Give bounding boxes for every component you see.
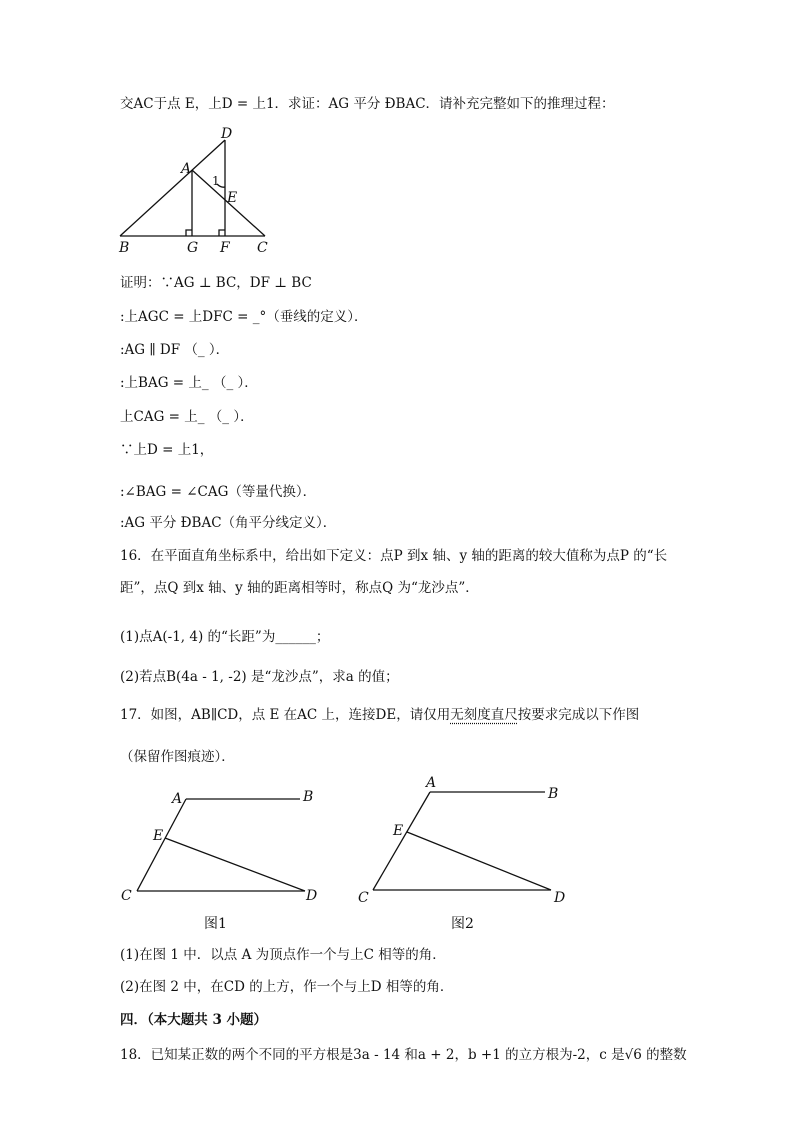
section-4-title: 四．（本大题共 3 小题） <box>120 1012 268 1028</box>
right-angle-mark-f <box>219 230 225 236</box>
segment-ac <box>373 792 430 890</box>
label-g: G <box>187 240 199 256</box>
problem17-line-1 <box>120 706 639 724</box>
problem16-line-1: 16．在平面直角坐标系中，给出如下定义：点P 到x 轴、y 轴的距离的较大值称为点P 的“长 <box>120 548 668 564</box>
label-e: E <box>227 190 238 206</box>
label-f: F <box>220 240 230 256</box>
label-b: B <box>548 786 559 802</box>
parallel-lines-diagram-2 <box>355 770 575 910</box>
problem18-line-1: 18．已知某正数的两个不同的平方根是3a - 14 和a + 2，b +1 的立方根为-2，c 是√6 的整数 <box>120 1047 687 1063</box>
proof-line-7: :∠BAG = ∠CAG（等量代换）． <box>120 484 317 500</box>
proof-line-3: :AG ∥ DF （_ ）． <box>120 342 230 358</box>
label-d: D <box>306 888 318 904</box>
proof-line-4: :上BAG = 上_ （_ ）． <box>120 375 258 391</box>
problem16-question-1: (1)点A(-1, 4) 的“长距”为______； <box>120 629 330 645</box>
problem16-question-2: (2)若点B(4a - 1, -2) 是“龙沙点”，求a 的值； <box>120 669 399 685</box>
label-c: C <box>257 240 268 256</box>
parallel-lines-diagram-1 <box>115 780 325 910</box>
segment-ed <box>407 832 551 890</box>
problem17-line-1-suffix: 按要求完成以下作图 <box>517 707 640 723</box>
label-b: B <box>119 240 130 256</box>
problem17-figure-2 <box>355 770 575 910</box>
right-angle-mark-g <box>186 230 192 236</box>
label-a: A <box>181 161 192 177</box>
problem17-line-2: （保留作图痕迹）． <box>120 749 235 765</box>
label-e: E <box>153 828 164 844</box>
segment-ed <box>165 838 305 891</box>
proof-line-8: :AG 平分 ÐBAC（角平分线定义）． <box>120 515 337 531</box>
label-e: E <box>393 823 404 839</box>
problem15-figure <box>115 122 285 257</box>
label-angle-1: 1 <box>212 174 220 188</box>
segment-bd <box>120 140 225 236</box>
problem17-line-1-prefix: 17．如图，AB∥CD，点 E 在AC 上，连接DE，请仅用 <box>120 707 451 723</box>
proof-line-5: 上CAG = 上_ （_ ）． <box>120 409 254 425</box>
figure-1-caption: 图1 <box>204 916 227 932</box>
problem15-intro: 交AC于点 E，上D = 上1．求证：AG 平分 ÐBAC．请补充完整如下的推理过程： <box>120 96 615 112</box>
problem17-emphasis: 无刻度直尺 <box>450 707 518 723</box>
triangle-diagram <box>115 122 285 257</box>
label-b: B <box>303 789 314 805</box>
figure-2-caption: 图2 <box>451 916 474 932</box>
label-d: D <box>221 126 233 142</box>
problem17-question-2: (2)在图 2 中，在CD 的上方，作一个与上D 相等的角． <box>120 979 454 995</box>
label-d: D <box>554 890 566 906</box>
label-c: C <box>358 890 369 906</box>
label-c: C <box>121 888 132 904</box>
proof-line-6: ∵上D = 上1， <box>120 442 214 458</box>
problem17-figure-1 <box>115 780 325 910</box>
proof-line-1: 证明：∵AG ⊥ BC，DF ⊥ BC <box>120 275 312 291</box>
problem17-question-1: (1)在图 1 中．以点 A 为顶点作一个与上C 相等的角． <box>120 947 446 963</box>
label-a: A <box>426 775 437 791</box>
problem16-line-2: 距”，点Q 到x 轴、y 轴的距离相等时，称点Q 为“龙沙点”． <box>120 580 479 596</box>
segment-ac <box>137 799 186 891</box>
label-a: A <box>172 791 183 807</box>
proof-line-2: :上AGC = 上DFC = _°（垂线的定义）． <box>120 309 368 325</box>
